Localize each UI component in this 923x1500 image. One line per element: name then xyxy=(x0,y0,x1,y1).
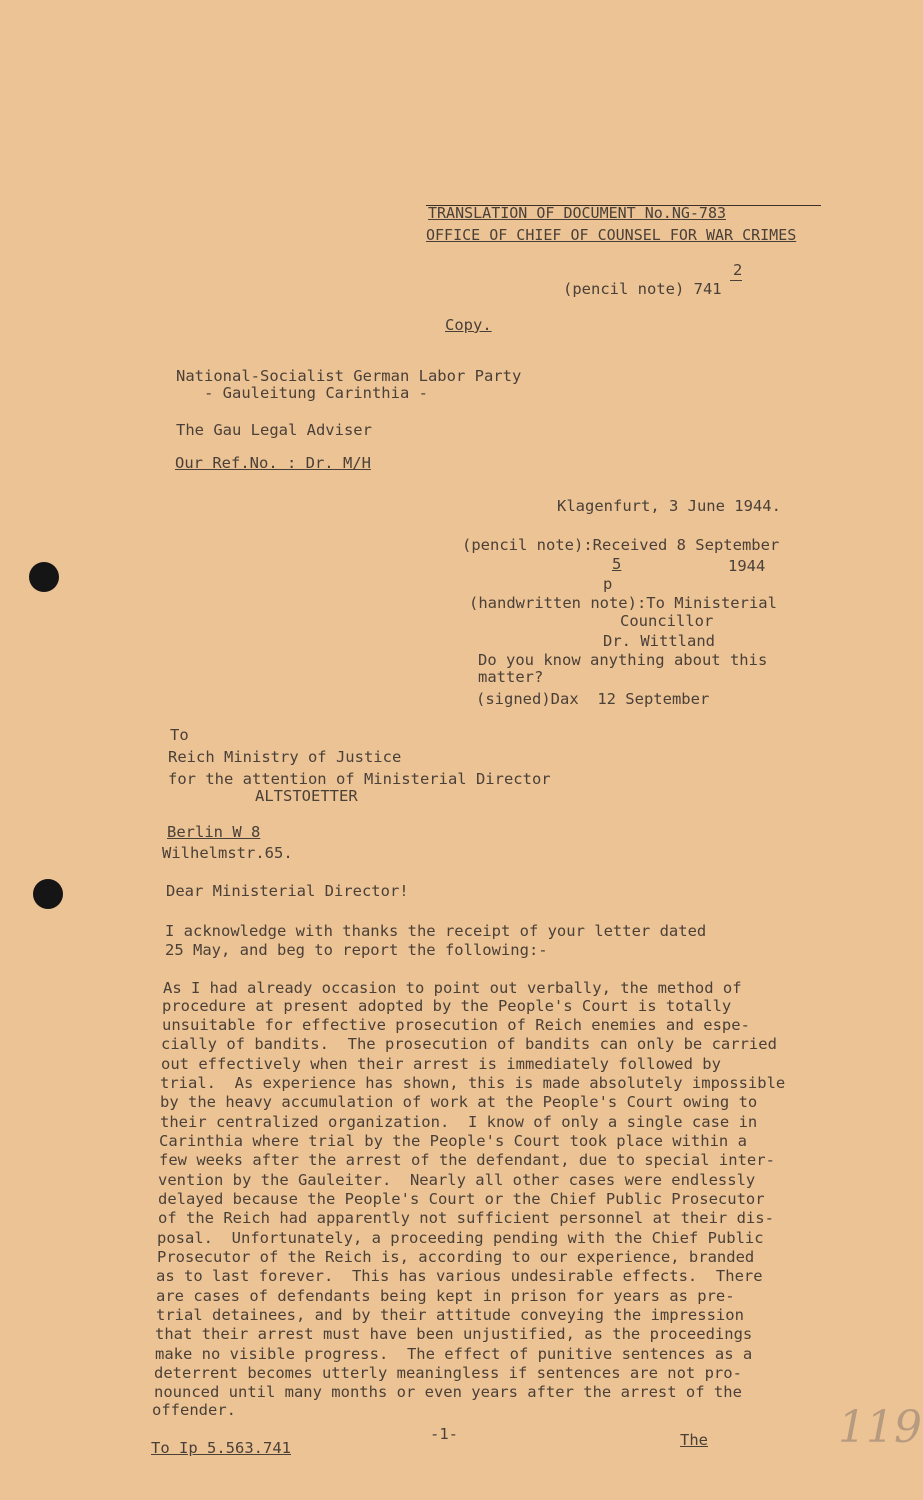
reference-number: Our Ref.No. : Dr. M/H xyxy=(175,454,371,472)
salutation: Dear Ministerial Director! xyxy=(166,882,409,900)
paragraph-line: as to last forever. This has various undesirable effects. There xyxy=(156,1267,763,1285)
footer-reference: To Ip 5.563.741 xyxy=(151,1439,291,1457)
recipient-line-1: Reich Ministry of Justice xyxy=(168,748,402,766)
paragraph-line: delayed because the People's Court or the Chief Public Prosecutor xyxy=(158,1190,765,1208)
paragraph-line: Prosecutor of the Reich is, according to our experience, branded xyxy=(157,1248,755,1266)
sender-role: The Gau Legal Adviser xyxy=(176,421,372,439)
punch-hole xyxy=(29,562,59,592)
paragraph-line: unsuitable for effective prosecution of Reich enemies and espe- xyxy=(162,1016,750,1034)
paragraph-line: Carinthia where trial by the People's Court took place within a xyxy=(159,1132,747,1150)
handwritten-note: (handwritten note):To Ministerial xyxy=(469,594,777,612)
paragraph-line: out effectively when their arrest is immediately followed by xyxy=(161,1055,721,1073)
paragraph-line: nounced until many months or even years after the arrest of the xyxy=(154,1383,742,1401)
received-number: 5 xyxy=(612,555,622,573)
paragraph-line: offender. xyxy=(152,1401,236,1419)
received-year: 1944 xyxy=(728,557,766,575)
catchword: The xyxy=(680,1431,708,1449)
recipient-line-2: for the attention of Ministerial Director xyxy=(168,770,551,788)
header-line-2: OFFICE OF CHIEF OF COUNSEL FOR WAR CRIMES xyxy=(426,226,797,244)
paragraph-line: procedure at present adopted by the People's Court is totally xyxy=(162,997,732,1015)
sender-org-line-2: - Gauleitung Carinthia - xyxy=(204,384,428,402)
received-note: (pencil note):Received 8 September xyxy=(462,536,780,554)
paragraph-line: few weeks after the arrest of the defendant, due to special inter- xyxy=(159,1151,775,1169)
paragraph-line: posal. Unfortunately, a proceeding pending with the Chief Public xyxy=(157,1229,764,1247)
paragraph-line: I acknowledge with thanks the receipt of your letter dated xyxy=(165,922,707,940)
handwritten-councillor: Councillor xyxy=(620,612,714,630)
header-line-1: TRANSLATION OF DOCUMENT No.NG-783 xyxy=(428,204,727,222)
sender-org-line-1: National-Socialist German Labor Party xyxy=(176,367,522,385)
question-line-1: Do you know anything about this xyxy=(478,651,768,669)
paragraph-line: by the heavy accumulation of work at the People's Court owing to xyxy=(160,1093,758,1111)
date-line: Klagenfurt, 3 June 1944. xyxy=(557,497,781,515)
copy-label: Copy. xyxy=(445,316,492,334)
paragraph-line: cially of bandits. The prosecution of bandits can only be carried xyxy=(161,1035,777,1053)
recipient-line-3: ALTSTOETTER xyxy=(255,787,358,805)
handwritten-name: Dr. Wittland xyxy=(603,632,715,650)
fraction-bar xyxy=(730,280,742,281)
paragraph-line: trial detainees, and by their attitude conveying the impression xyxy=(156,1306,744,1324)
paragraph-line: deterrent becomes utterly meaningless if sentences are not pro- xyxy=(154,1364,742,1382)
pencil-note-superscript: 2 xyxy=(733,261,743,279)
received-initial: p xyxy=(603,575,613,593)
recipient-street: Wilhelmstr.65. xyxy=(162,844,293,862)
paragraph-line: that their arrest must have been unjustified, as the proceedings xyxy=(155,1325,753,1343)
paragraph-line: their centralized organization. I know of only a single case in xyxy=(160,1113,758,1131)
paragraph-line: As I had already occasion to point out verbally, the method of xyxy=(163,979,742,997)
paragraph-line: vention by the Gauleiter. Nearly all other cases were endlessly xyxy=(158,1171,756,1189)
pencil-note: (pencil note) 741 xyxy=(563,280,722,298)
recipient-to: To xyxy=(170,726,189,744)
paragraph-line: 25 May, and beg to report the following:- xyxy=(165,941,548,959)
page-number: -1- xyxy=(430,1425,458,1443)
stamp-number: 119 xyxy=(838,1402,922,1453)
question-line-2: matter? xyxy=(478,668,544,686)
paragraph-line: make no visible progress. The effect of punitive sentences as a xyxy=(155,1345,753,1363)
punch-hole xyxy=(33,879,63,909)
paragraph-line: of the Reich had apparently not sufficient personnel at their dis- xyxy=(158,1209,774,1227)
signed-line: (signed)Dax 12 September xyxy=(476,690,710,708)
recipient-city: Berlin W 8 xyxy=(167,823,261,841)
paragraph-line: are cases of defendants being kept in prison for years as pre- xyxy=(156,1287,735,1305)
paragraph-line: trial. As experience has shown, this is made absolutely impossible xyxy=(160,1074,786,1092)
